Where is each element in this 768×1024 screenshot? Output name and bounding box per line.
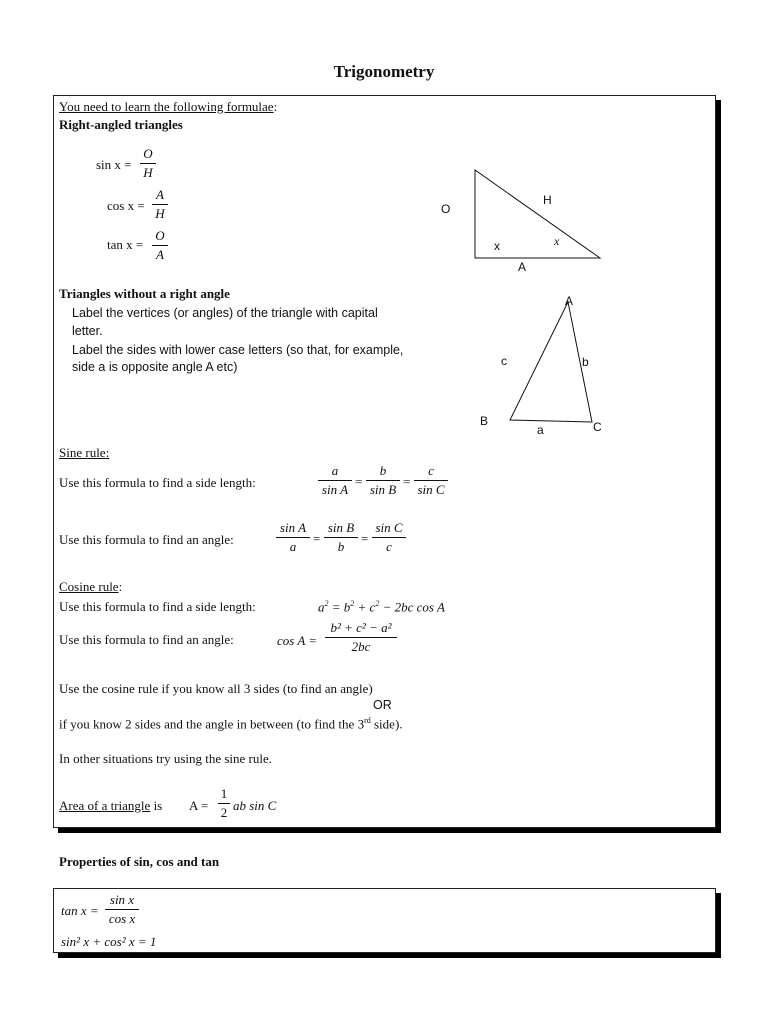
sin-numerator: O (143, 146, 153, 161)
sine-side-frac-a (318, 463, 352, 498)
sine-angle-d2: b (337, 539, 345, 554)
cos-denominator: H (155, 206, 165, 221)
scalene-triangle-diagram (470, 290, 620, 440)
cosine-rule-heading (59, 579, 122, 595)
cos-numerator: A (156, 187, 164, 202)
right-triangle-diagram (430, 160, 620, 280)
cos-side-a: a (318, 599, 325, 615)
sine-side-d3: sin C (417, 482, 445, 497)
area-rest: ab sin C (233, 798, 277, 813)
sin-denominator: H (143, 165, 153, 180)
area-numerator: 1 (220, 786, 228, 801)
tri1-label-o: O (441, 202, 451, 216)
sine-side-d2: sin B (369, 482, 397, 497)
cos-side-text: Use this formula to find a side length: (59, 599, 256, 614)
sine-angle-d1: a (289, 539, 297, 554)
tri2-vertex-a: A (565, 294, 574, 308)
area-is: is (150, 798, 163, 813)
scalene-triangle-shape (510, 302, 592, 422)
tri1-angle-x1: x (494, 239, 500, 253)
sine-side-frac-b (366, 463, 400, 498)
cos-side-sq3: 2 (375, 599, 380, 608)
cos-side-end: − 2bc cos A (379, 599, 445, 615)
sine-angle-n3: sin C (375, 520, 403, 535)
use-cosine-line: Use the cosine rule if you know all 3 sides (to find an angle) (59, 681, 373, 696)
sine-side-d1: sin A (321, 482, 349, 497)
properties-heading: Properties of sin, cos and tan (59, 854, 220, 869)
intro-colon: : (273, 99, 278, 114)
cosine-heading-label: Cosine rule (59, 579, 119, 594)
or-text: OR (373, 698, 392, 712)
sine-angle-frac-a (276, 520, 310, 555)
tan-identity-numerator: sin x (109, 892, 135, 907)
tan-identity-lhs: tan x = (61, 903, 99, 918)
cos-fraction (152, 187, 168, 222)
sine-angle-eq1: = (313, 531, 321, 546)
tan-identity (61, 892, 161, 930)
cos-side-sq2: 2 (350, 599, 355, 608)
cos-angle-denominator: 2bc (351, 639, 371, 654)
sin-fraction (140, 146, 156, 181)
tan-fraction (152, 228, 168, 263)
tri2-vertex-c: C (593, 420, 602, 434)
other-situations: In other situations try using the sine rule. (59, 751, 273, 766)
area-label-group (59, 798, 162, 814)
sine-angle-d3: c (386, 539, 392, 554)
sine-angle-formula (276, 520, 416, 558)
tan-lhs: tan x = (107, 237, 144, 252)
two-sides-sup: rd (364, 716, 371, 725)
tri2-side-c: c (501, 354, 507, 368)
tri1-label-a: A (518, 260, 527, 274)
area-line (59, 784, 299, 824)
sine-side-n1: a (331, 463, 339, 478)
area-denominator: 2 (220, 805, 228, 820)
cos-side-sq1: 2 (324, 599, 329, 608)
two-sides-line (59, 716, 403, 732)
sine-angle-n1: sin A (279, 520, 307, 535)
pythagorean-identity: sin² x + cos² x = 1 (61, 934, 157, 949)
area-lhs: A = (189, 798, 209, 813)
cos-angle-numerator: b² + c² − a² (330, 620, 392, 635)
label-line-4: side a is opposite angle A etc) (72, 360, 238, 374)
sine-angle-eq2: = (361, 531, 369, 546)
cos-angle-fraction (325, 620, 397, 655)
area-label: Area of a triangle (59, 798, 151, 813)
two-sides-pre: if you know 2 sides and the angle in between (to find the 3 (59, 716, 365, 732)
sine-side-eq2: = (403, 474, 411, 489)
nonright-heading: Triangles without a right angle (59, 286, 230, 301)
tri2-side-a: a (537, 423, 544, 437)
sine-side-formula (318, 463, 458, 501)
cos-angle-text: Use this formula to find an angle: (59, 632, 234, 647)
sine-angle-n2: sin B (327, 520, 355, 535)
sine-angle-text: Use this formula to find an angle: (59, 532, 234, 547)
sine-side-eq1: = (355, 474, 363, 489)
tri1-angle-x2: x (554, 234, 560, 248)
tri2-vertex-b: B (480, 414, 489, 428)
sine-side-n3: c (428, 463, 434, 478)
sin-lhs: sin x = (96, 157, 132, 172)
area-fraction (218, 786, 230, 821)
cos-side-c: + c (354, 599, 376, 615)
cos-side-formula (318, 599, 445, 615)
page-title: Trigonometry (333, 62, 435, 81)
tan-denominator: A (156, 247, 164, 262)
cosine-heading-colon: : (118, 579, 123, 594)
intro-label: You need to learn the following formulae (59, 99, 274, 114)
label-line-3: Label the sides with lower case letters (so that, for example, (72, 343, 404, 357)
sine-rule-heading: Sine rule: (59, 445, 110, 460)
sine-angle-frac-c (372, 520, 406, 555)
tan-numerator: O (155, 228, 165, 243)
label-line-2: letter. (72, 324, 103, 338)
intro-text (59, 99, 277, 115)
sine-side-n2: b (379, 463, 387, 478)
tri1-label-h: H (543, 193, 552, 207)
right-angled-heading: Right-angled triangles (59, 117, 183, 132)
label-line-1: Label the vertices (or angles) of the triangle with capital (72, 306, 378, 320)
sine-angle-frac-b (324, 520, 358, 555)
cos-lhs: cos x = (107, 198, 145, 213)
sine-side-text: Use this formula to find a side length: (59, 475, 256, 490)
tan-identity-denominator: cos x (108, 911, 136, 926)
tan-identity-fraction (105, 892, 139, 927)
cos-angle-lhs: cos A = (277, 633, 318, 648)
sine-side-frac-c (414, 463, 448, 498)
tri2-side-b: b (582, 355, 589, 369)
cos-angle-formula (277, 620, 407, 662)
two-sides-post: side). (370, 716, 403, 732)
cos-side-b: = b (328, 599, 351, 615)
